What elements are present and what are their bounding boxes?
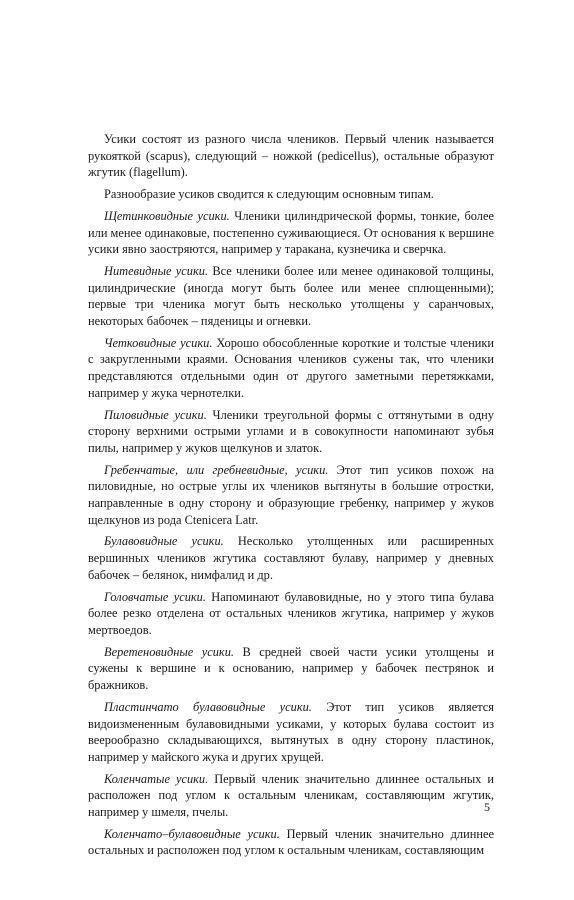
term: Головчатые усики. (104, 589, 206, 604)
term: Булавовидные усики. (104, 534, 224, 549)
term: Веретеновидные усики. (104, 644, 235, 659)
paragraph (88, 186, 494, 203)
term: Щетинковидные усики. (104, 208, 230, 223)
paragraph (88, 335, 494, 402)
term: Коленчатые усики. (104, 771, 209, 786)
paragraph-text: Членики треугольной формы с оттянутыми в одну сторону верхними острыми углами и в совокупности напоминают зубья пилы, например у жуков щелкунов и златок. (88, 407, 494, 455)
term: Пиловидные усики. (104, 407, 207, 422)
paragraph-text: Членики цилиндрической формы, тонкие, более или менее одинаковые, постепенно суживающиеся. От основания к вершине усики явно заостряются, например у таракана, кузнечика и сверчка. (88, 208, 495, 257)
paragraph-text: Хорошо обособленные короткие и толстые членики с закругленными краями. Основания члеников сужены так, что членики представляются отдельными один от другого заметными перетяжками, например у жука чернотелки. (88, 335, 494, 400)
paragraph (88, 589, 494, 639)
paragraph (88, 771, 494, 821)
term: Коленчато–булавовидные усики. (104, 826, 280, 841)
paragraph (88, 533, 494, 583)
paragraph-text: Первый членик значительно длиннее остальных и расположен под углом к остальным членикам, составляющим жгутик, например у шмеля, пчелы. (88, 771, 495, 820)
paragraph-text: Разнообразие усиков сводится к следующим основным типам. (104, 187, 434, 202)
paragraph (88, 131, 494, 181)
paragraph (88, 407, 494, 457)
paragraph-text: Этот тип усиков похож на пиловидные, но острые углы их члеников вытянуты в большие отростки, направленные в одну сторону и образующие гребенку, например у жуков щелкунов из рода Ctenicera Latr. (88, 462, 494, 527)
paragraph-text: Этот тип усиков является видоизмененным булавовидными усиками, у которых булава состоит из веерообразно складывающихся, вытянутых в одну сторону пластинок, например у майского жука и других хрущей. (88, 699, 494, 764)
term: Нитевидные усики. (104, 263, 209, 278)
paragraph (88, 462, 494, 529)
paragraph (88, 208, 494, 258)
paragraph (88, 644, 494, 694)
term: Гребенчатые, или гребневидные, усики. (104, 462, 329, 477)
paragraph-text: Несколько утолщенных или расширенных вершинных члеников жгутика составляют булаву, например у дневных бабочек – белянок, нимфалид и др. (88, 534, 494, 582)
term: Пластинчато булавовидные усики. (104, 699, 312, 714)
body-text (88, 131, 494, 864)
paragraph (88, 263, 494, 330)
paragraph-text: Все членики более или менее одинаковой толщины, цилиндрические (иногда могут быть более или менее сплющенными); первые три членика могут быть несколько утолщены у саранчовых, некоторых бабочек – пяденицы и огневки. (88, 263, 494, 329)
paragraph-text: Первый членик значительно длиннее остальных и расположен под углом к остальным членикам, составляющим (88, 826, 494, 858)
paragraph-text: В средней своей части усики утолщены и сужены к вершине и к основанию, например у бабочек пестрянок и бражников. (88, 644, 494, 693)
term: Четковидные усики. (104, 335, 213, 350)
paragraph-text: Напоминают булавовидные, но у этого типа булава более резко отделена от остальных члеников жгутика, например у жуков мертвоедов. (88, 589, 494, 637)
paragraph-text: Усики состоят из разного числа члеников. Первый членик называется рукояткой (scapus), следующий – ножкой (pedicellus), остальные образуют жгутик (flagellum). (88, 132, 494, 180)
paragraph (88, 826, 494, 859)
paragraph (88, 699, 494, 766)
page-number: 5 (484, 800, 490, 814)
